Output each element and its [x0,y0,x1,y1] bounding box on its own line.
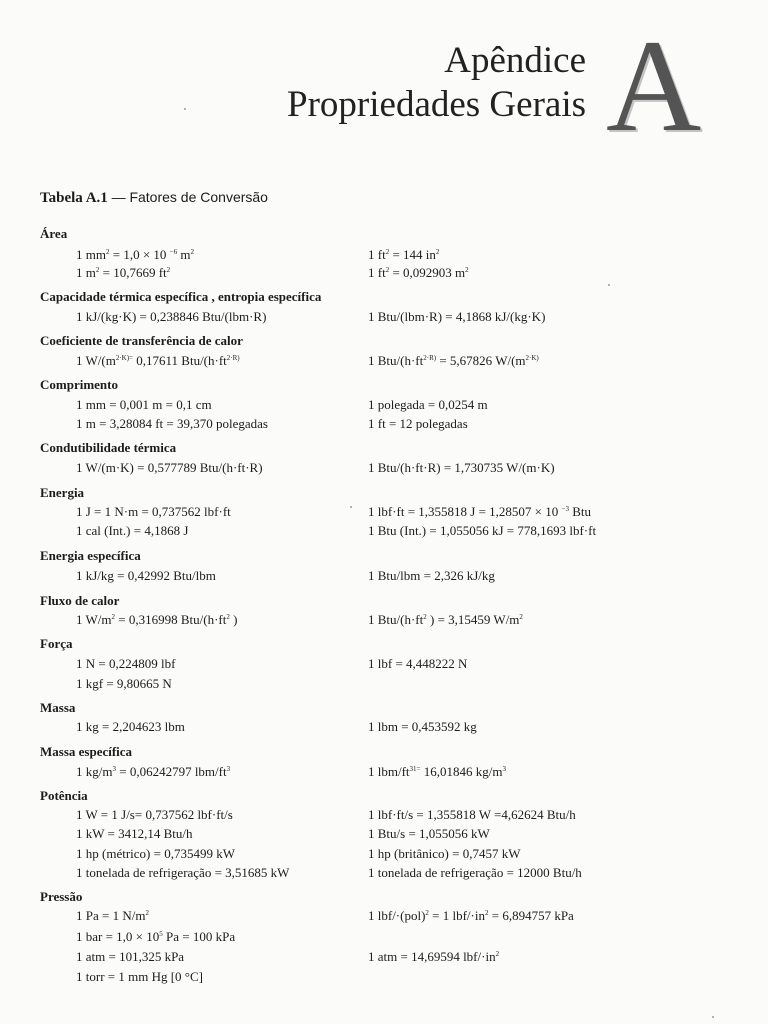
section-heading: Condutibilidade térmica [40,440,177,455]
section-heading: Área [40,226,68,241]
section-heading: Potência [40,788,88,803]
conversion-right: 1 polegada = 0,0254 m [368,397,488,412]
conversion-left: 1 $W/m^2 = 0,316998$ Btu/($h\cdot ft^2$ ) [76,612,238,627]
conversion-right: 1 Btu/s = 1,055056 kW [368,826,490,841]
scan-speck [350,506,352,508]
section-heading: Energia específica [40,548,141,563]
conversion-left: 1 kJ/kg = 0,42992 Btu/lbm [76,568,216,583]
section-heading: Pressão [40,889,83,904]
section-heading: Comprimento [40,377,118,392]
conversion-right: 1 lbm = 0,453592 kg [368,719,477,734]
section-heading: Energia [40,485,85,500]
conversion-right: 1 $ft^2 = 0,092903$ $m^2$ [368,265,469,280]
conversion-left: 1 $mm^2 = 1,0 \times 10$ $^{-6}$ $m^2$ [76,247,194,262]
conversion-right: 1 lbf·ft/s = 1,355818 W =4,62624 Btu/h [368,807,576,822]
conversion-left: 1 atm = 101,325 kPa [76,949,185,964]
scan-speck [608,284,610,286]
conversion-left: 1 hp (métrico) = 0,735499 kW [76,846,235,861]
conversion-left: 1 W/(m·K) = 0,577789 Btu/(h·ft·R) [76,460,263,475]
conversion-right: 1 lbf = 4,448222 N [368,656,468,671]
conversion-right: 1 hp (britânico) = 0,7457 kW [368,846,521,861]
conversion-left: 1 m = 3,28084 ft = 39,370 polegadas [76,416,268,431]
conversion-right: 1 lbm/$ft^{31=}$ 16,01846 $kg/m^3$ [368,764,506,779]
conversion-right: 1 tonelada de refrigeração = 12000 Btu/h [368,865,582,880]
page-title: Propriedades Gerais [287,84,586,125]
section-heading: Coeficiente de transferência de calor [40,333,243,348]
conversion-left: 1 mm = 0,001 m = 0,1 cm [76,397,212,412]
conversion-left: 1 kg = 2,204623 lbm [76,719,185,734]
conversion-left: 1 $kg/m^3 = 0,06242797$ lbm/$ft^3$ [76,764,231,779]
conversion-right: 1 Btu/($h\cdot ft^{2\cdot R)} = 5,67826$ $W/(m^{2\cdot K)}$ [368,353,539,368]
conversion-right: 1 $ft^2 = 144$ $in^2$ [368,247,440,262]
conversion-left: 1 kW = 3412,14 Btu/h [76,826,193,841]
conversion-left: 1 kgf = 9,80665 N [76,676,172,691]
conversion-left: 1 J = 1 N·m = 0,737562 lbf·ft [76,504,231,519]
scan-speck [712,1016,714,1018]
conversion-left: 1 N = 0,224809 lbf [76,656,176,671]
conversion-left: 1 kJ/(kg·K) = 0,238846 Btu/(lbm·R) [76,309,267,324]
table-caption [40,189,268,207]
conversion-left: 1 tonelada de refrigeração = 3,51685 kW [76,865,290,880]
conversion-left: 1 Pa = 1 $N/m^2$ [76,908,149,923]
conversion-right: 1 lbf·ft = 1,355818 J = 1,28507 × 10 $^{-3}$ Btu [368,504,592,519]
conversion-left: 1 bar = $1,0 \times 10^5$ Pa = 100 kPa [76,929,236,944]
appendix-letter: A [606,12,702,159]
section-heading: Força [40,636,73,651]
conversion-left: 1 $W/(m^{2\cdot K)=}$ 0,17611 Btu/($h\cdot ft^{2\cdot R)}$ [76,353,240,368]
appendix-heading: Apêndice [444,40,586,81]
conversion-right: 1 Btu/lbm = 2,326 kJ/kg [368,568,495,583]
conversion-left: 1 W = 1 J/s= 0,737562 lbf·ft/s [76,807,233,822]
section-heading: Massa [40,700,76,715]
scan-speck [184,108,186,110]
conversion-left: 1 $m^2 = 10,7669$ $ft^2$ [76,265,171,280]
conversion-left: 1 cal (Int.) = 4,1868 J [76,523,189,538]
conversion-left: 1 torr = 1 mm Hg [0 °C] [76,969,203,984]
conversion-right: 1 ft = 12 polegadas [368,416,468,431]
section-heading: Capacidade térmica específica , entropia específica [40,289,322,304]
conversion-right: 1 Btu/(h·ft·R) = 1,730735 W/(m·K) [368,460,555,475]
table-caption-text: — Fatores de Conversão [111,189,268,205]
section-heading: Massa específica [40,744,133,759]
conversion-right: 1 Btu/($h\cdot ft^2$ ) = 3,15459 $W/m^2$ [368,612,523,627]
conversion-right: 1 Btu (Int.) = 1,055056 kJ = 778,1693 lbf·ft [368,523,597,538]
conversion-right: 1 atm = 14,69594 lbf/$\cdot in^2$ [368,949,500,964]
conversion-right: 1 Btu/(lbm·R) = 4,1868 kJ/(kg·K) [368,309,546,324]
section-heading: Fluxo de calor [40,593,120,608]
conversion-right: 1 lbf/·(pol)$^2$ = 1 lbf/$\cdot in^2 = 6,894757$ kPa [368,908,574,923]
table-caption-label: Tabela A.1 [40,190,108,206]
